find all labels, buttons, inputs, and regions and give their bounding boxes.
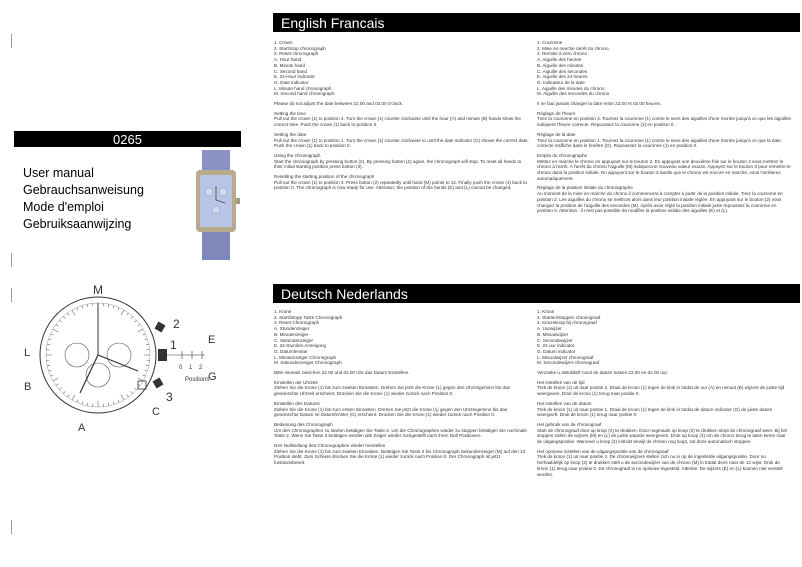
diagram-label-1: 1 — [170, 338, 177, 352]
dial-tick — [53, 329, 58, 332]
watch-strap-top — [202, 150, 230, 172]
manual-title-en: User manual — [23, 166, 94, 180]
top-section-bar — [273, 13, 800, 32]
diagram-label-3: 3 — [166, 390, 173, 404]
instruction-paragraph: Het opnieuw instellen van de uitgangspositie van de chronograaf Trek de kroon (1) uit naar positie 2. De chronowijzers stellen zich nu in op de ingestelde uitgangspositie. Door nu herhaaldelijk op knop (2) te drukken stelt u de secondewijzer van de chrono (M) in totdat deze naar de 12 wijst. Druk de kroon (1) terug naar positie 0. De chronograaf is nu opnieuw ingesteld. Attentie: De wijzers (E) en (L) kunnen niet verstelt worden. — [537, 448, 783, 477]
dial-tick — [49, 339, 52, 340]
diagram-position-1: 1 — [189, 365, 193, 371]
instruction-paragraph: 1. Couronne 2. Mise en marche /arrêt du chrono. 3. Remise à zéro chrono A. Aiguille des heures B. Aiguille des minutes C. Aiguille des secondes E. Aiguille des 24 heures G. Indicateur de la date L. Aiguille des minutes du chrono M. Aiguille des secondes du chrono — [537, 40, 610, 97]
watch-crown — [236, 198, 240, 204]
dial-tick — [127, 313, 129, 315]
dial-tick — [56, 324, 58, 326]
instruction-paragraph: Het gebruik van de chronograaf Start de chronograaf door op knop (2) te drukken. Door nogmaals op knop (2) te drukken stopt de chronograaf weer. Bij het stoppen zullen de wijzers (M) en (L) de juiste waarde weergeven. Druk op knop (3) om de chrono terug te laten keren naar de uitgangspositie. Wanneer u knop (3) indrukt terwijl de chrono nog loopt, zal deze automatisch stoppen. — [537, 421, 788, 445]
dial-tick — [77, 307, 78, 310]
diagram-pusher-3 — [153, 378, 164, 389]
diagram-subdial-bottom — [86, 363, 110, 387]
dial-tick — [121, 395, 124, 400]
subdial-icon — [219, 188, 227, 196]
dial-tick — [63, 391, 65, 393]
dial-tick — [59, 320, 61, 322]
dial-tick — [113, 306, 114, 309]
dial-tick — [146, 365, 149, 366]
instruction-paragraph: Emploi du chronographe Mettez en marche le chrono en appuyant sur le bouton 2. En appuyant une deuxième fois sur le bouton 2 vous mettrez le chrono à l'arrêt. A l'arrêt du chrono l'aiguille (M) indiquera le nouveau valeur exacte. Appuyez sur le bouton 3 pour remettre le chrono dans la position initiale. En appuyant sur le bouton 3 tandis que le chrono est encore en marche, vous l'arrêterez automatiquement. — [537, 152, 791, 181]
diagram-position-2: 2 — [199, 365, 203, 371]
dial-tick — [59, 388, 61, 390]
model-bar — [14, 131, 241, 147]
dial-tick — [82, 306, 83, 309]
diagram-positions-label: Positions — [185, 377, 210, 383]
dial-tick — [131, 391, 133, 393]
dial-tick — [72, 395, 75, 400]
top-left-column — [274, 40, 529, 195]
dial-tick — [50, 375, 53, 376]
instruction-paragraph: Using the chronograph Start the chronograph by pressing button (2). By pressing button (2) again, the chronograph will stop. To reset all hands to their initial starting position press button (3). — [274, 152, 522, 170]
dial-tick — [47, 365, 50, 366]
dial-tick — [113, 402, 114, 405]
instruction-paragraph: Il ne faut jamais changer la date entre 22.00 et 02.00 heures. — [537, 101, 662, 107]
dial-tick — [134, 320, 136, 322]
bottom-section-title: Deutsch Nederlands — [281, 286, 408, 302]
instruction-paragraph: Bedienung des Chronograph Um den Chronographen zu starten betätigen Sie Taste 2. Um die Chronographen wieder zu stoppen betätigen Sie nochmals Taste 2. Wenn Sie Taste 3 betätigen werden alle Zeiger wieder rückgestellt nach ihren Null Positionen. — [274, 421, 527, 439]
manual-title-de: Gebrauchsanweisung — [23, 183, 144, 197]
instruction-paragraph: Réglage de la position initiale du chronographe Au moment de la mise en marche du chrono il commencera à compter à partir de la position initiale. Tirez la couronne en position 2. Les aiguilles du chrono se mettront alors dans leur position initiale réglée. En appuyant sur le bouton (2) vous changez la position de l'aiguille des secondes (M). Après avoir réglé la position initiale juste repoussez la couronne en position 0. Attention : il n'est pas possible de modifier la position initiale des aiguilles (E) et (L). — [537, 185, 783, 214]
dial-tick — [53, 378, 58, 381]
dial-tick — [138, 324, 140, 326]
dial-tick — [63, 316, 65, 318]
dial-tick — [131, 316, 133, 318]
dial-tick — [67, 395, 69, 397]
instruction-paragraph: Het instellen van de datum Trek de kroon (1) uit naar positie 1. Draai de kroon (1) tegen de klok in totdat de datum indicator (G) de juiste datum weergeeft. Druk de kroon (1) terug naar positie 0. — [537, 400, 773, 418]
diagram-label-a: A — [78, 422, 86, 433]
dial-tick — [118, 307, 119, 310]
dial-tick — [49, 370, 52, 371]
dial-tick — [77, 400, 78, 403]
instruction-paragraph: Please do not adjust the date between 22.00 and 02.00 o'clock. — [274, 101, 404, 107]
diagram-pusher-2 — [155, 322, 166, 333]
dial-tick — [145, 370, 148, 371]
instruction-paragraph: Einstellen der Uhrzeit Ziehen Sie die Krone (1) bis zum zweiten Einrasten. Drehen Sie jetzt die Krone (1) gegen den Uhrzeigersinn bis das gewünschte Uhrzeit erscheint. Drücken Sie die Krone (1) wieder zurück nach Position 0. — [274, 379, 510, 397]
dial-tick — [134, 388, 136, 390]
top-section-title: English Francais — [281, 15, 385, 31]
instruction-paragraph: Setting the time Pull out the crown (1) to position 3. Turn the crown (1) counter clockwise until the hour (A) and minute (B) hands show the correct time. Push the crown (1) back to position 0. — [274, 110, 521, 128]
subdial-icon — [212, 206, 220, 214]
diagram-subdial-left — [65, 343, 89, 367]
manual-title-nl: Gebruiksaanwijzing — [23, 217, 132, 231]
dial-tick — [108, 403, 109, 406]
diagram-label-c: C — [152, 406, 160, 418]
diagram-label-m: M — [93, 283, 103, 297]
crop-mark — [11, 520, 12, 534]
crop-mark — [11, 288, 12, 302]
watch-product-image — [188, 150, 244, 260]
dial-tick — [138, 329, 143, 332]
bottom-section-bar — [273, 284, 800, 303]
dial-tick — [138, 378, 143, 381]
instruction-paragraph: Den Nullstellung des Chronographen wieder herstellen Ziehen Sie die Krone (1) bis zum zweiten Einrasten. Betätigen Sie Taste 2 bis Chronograph Sekundenzeiger (M) auf den 12 Position steht. Zum Schluss drücken Sie die Krone (1) wieder zurück nach Position 0. Der Chronograph ist jetzt funktionsbereit. — [274, 443, 526, 466]
dial-tick — [108, 304, 109, 307]
model-number: 0265 — [113, 132, 142, 147]
diagram-label-g: G — [208, 371, 217, 383]
dial-tick — [143, 375, 146, 376]
dial-tick — [56, 384, 58, 386]
instruction-paragraph: Einstellen des Datums Ziehen Sie die Krone (1) bis zum ersten Einrasten. Drehen Sie jetzt die Krone (1) gegen den Uhrzeigersinn bis das gewünschte Datum im Datumfenster (G) erscheint. Drücken Sie die Krone (1) wieder zurück nach Position 0. — [274, 400, 508, 418]
dial-tick — [121, 310, 124, 315]
manual-title-fr: Mode d'emploi — [23, 200, 104, 214]
diagram-label-l: L — [24, 347, 31, 359]
instruction-paragraph: Resetting the starting position of the chronograph Pull out the crown (1) to position 3. Press button (2) repeatedly until hand (M) points to 12. Finally push the crown (1) back to position 0. The chronograph is now ready for use. Attention: the position of the hands (E) and (L) cannot be changed. — [274, 174, 528, 191]
diagram-label-b: B — [24, 381, 32, 393]
diagram-label-2: 2 — [173, 317, 180, 331]
instruction-paragraph: Bitte niemals zwischen 22.00 und 02.00 Uhr das Datum Einstellen. — [274, 370, 410, 376]
diagram-label-e: E — [208, 334, 216, 346]
watch-dial — [200, 175, 232, 227]
dial-tick — [146, 344, 149, 345]
dial-tick — [47, 344, 50, 345]
dial-tick — [145, 339, 148, 340]
chronograph-diagram — [20, 283, 220, 433]
dial-tick — [67, 313, 69, 315]
crop-mark — [11, 253, 12, 267]
dial-tick — [50, 334, 53, 335]
bottom-left-column — [274, 309, 529, 470]
instruction-paragraph: Réglage de l'heure Tirez la couronne en position 3. Tournez la couronne (1) contre le sens des aiguilles d'une montre jusqu'à ce que les aiguilles indiquent l'heure correcte. Repoussez la couronne (1) en position 0. — [537, 110, 791, 128]
instruction-paragraph: 1. Krone 2. Start/Stopp Taste Chronograph 3. Reset Chronograph A. Stundenzeiger B. Minutenzeiger C. Sekundenzeiger E. 24-Stunden Anzeigung G. Datumfenster L. Minutenzeiger Chronograph M. Sekundenzeiger Chronograph — [274, 309, 343, 366]
dial-tick — [72, 310, 75, 315]
dial-tick — [127, 395, 129, 397]
instruction-paragraph: Verzoeke u alstublieft nooit de datum tussen 22.00 en 02.00 uur. — [537, 370, 669, 376]
crop-mark — [11, 34, 12, 48]
instruction-paragraph: Réglage de la date Tirez la couronne en position 1. Tournez la couronne (1) contre le sens des aiguilles d'une montre jusqu'à ce que la date correcte s'affiche dans le fenêtre (G). Repoussez la couronne (1) en position 0. — [537, 131, 781, 149]
dial-tick — [82, 402, 83, 405]
instruction-paragraph: 1. Kroon 2. Starten/stoppen chronograaf 3. Keuzeknop bij chronograaf A. Uurwijzer B. Minuutwijzer C. Secondewijzer E. 24 uur indicator G. Datum indicator L. Minuutwijzer chronograaf M. Secondewijzer chronograaf — [537, 309, 601, 366]
dial-tick — [87, 403, 88, 406]
instruction-paragraph: Het instellen van de tijd Trek de kroon (1) uit naar positie 2. Draai de kroon (1) tegen de klok in totdat de uur (A) en minuut (B) wijzers de juiste tijd weergeven. Druk de kroon (1) terug naar positie 0. — [537, 379, 785, 397]
dial-tick — [143, 334, 146, 335]
diagram-crown — [158, 349, 167, 361]
subdial-icon — [205, 188, 213, 196]
bottom-right-column — [537, 309, 792, 481]
diagram-position-0: 0 — [179, 365, 183, 371]
instruction-paragraph: 1. Crown 2. Start/stop chronograph 3. Reset chronograph A. Hour hand B. Minute hand C. Second hand E. 24-Hour indicator G. Date indicator L. Minute hand chronograph M. Second hand chronograph — [274, 40, 335, 97]
dial-tick — [87, 304, 88, 307]
top-right-column — [537, 40, 792, 218]
instruction-paragraph: Setting the date Pull out the crown (1) to position 1. Turn the crown (1) counter clockwise to until the date indicator (G) shows the correct date. Push the crown (1) back to position 0. — [274, 131, 529, 149]
dial-tick — [118, 400, 119, 403]
watch-strap-bottom — [202, 230, 230, 260]
